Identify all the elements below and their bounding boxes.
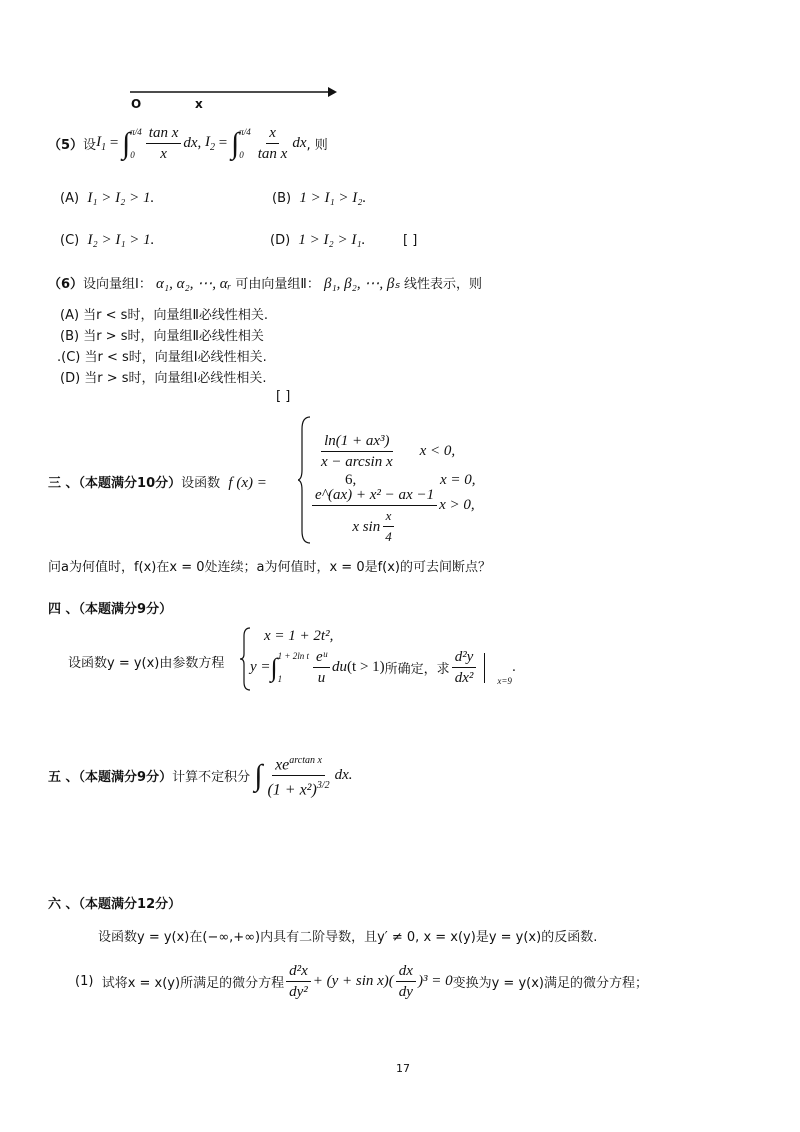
- q5-integral2-limits: π/4 0: [239, 126, 251, 160]
- q5-option-b: (B) 1 > I₁ > I₂.: [272, 190, 367, 206]
- axis-arrow-svg: [130, 85, 340, 99]
- q5-integral1-limits: π/4 0: [130, 126, 142, 160]
- page-number: 17: [396, 1062, 410, 1075]
- x-axis-arrow: [130, 85, 335, 99]
- s3-case3: e^(ax) + x² − ax −1 x sin $\frac{x}{4}$ x > 0,: [310, 486, 475, 546]
- q6-option-d: (D) 当r > s时，向量组Ⅰ必线性相关.: [60, 371, 267, 386]
- s3-case1: $\frac{\text{ln(1 + ax³)}}{\text{x − arcsin x}}$ x < 0,: [321, 433, 456, 470]
- q6-option-a: (A) 当r < s时，向量组Ⅱ必线性相关.: [60, 308, 268, 323]
- q5-integral2-sign: ∫: [231, 126, 240, 160]
- q6-answer-bracket: [ ]: [276, 389, 291, 404]
- q5-I2: $I_2$: [205, 134, 216, 153]
- q5-option-c: (C) I₂ > I₁ > 1.: [60, 232, 155, 248]
- s5-line: 五 、（本题满分9分） 计算不定积分 ∫ $\frac{xe^{arctan x}}{(1 + x^2)^{3/2}}$ dx.: [48, 752, 353, 800]
- s3-title: 三 、（本题满分10分）: [48, 476, 182, 491]
- s3-question: 问a为何值时，f(x)在x = 0处连续；a为何值时，x = 0是f(x)的可去间断点？: [48, 560, 492, 575]
- q5-prefix: 设: [83, 138, 97, 153]
- s6-part1: (1) 试将x = x(y)所满足的微分方程 $\frac{\text{d²x}}{\text{dy²}}$ + (y + sin x)( $\frac{dx}{dy}$ )³ = 0 变换为y = y(x)满足的微分方程；: [75, 963, 648, 1000]
- q5-option-a: (A) I₁ > I₂ > 1.: [60, 190, 155, 206]
- q6-option-c: .(C) 当r < s时，向量组Ⅰ必线性相关.: [57, 350, 267, 365]
- q5-number: （5）: [48, 138, 84, 153]
- s5-title: 五 、（本题满分9分）: [48, 770, 173, 786]
- s4-eq1: x = 1 + 2t²,: [264, 628, 334, 644]
- q5-integral1-sign: ∫: [122, 126, 131, 160]
- axis-origin-label: O: [131, 97, 142, 111]
- q6-statement: （6）设向量组Ⅰ： α₁, α₂, ⋯, αᵣ 可由向量组Ⅱ： β₁, β₂, ⋯, βₛ 线性表示，则: [48, 276, 483, 292]
- s4-lead: 设函数y = y(x)由参数方程: [68, 656, 225, 671]
- q5-statement: （5） 设 $I_1$ = ∫ π/4 0 $\frac{\text{tan x}}{x}$ dx , $I_2$ = ∫ π/4 0 $\frac{x}{\text{tan x}}$ dx , 则: [48, 125, 328, 162]
- s3-heading: 三 、（本题满分10分）设函数 f (x) =: [48, 475, 267, 491]
- s4-title: 四 、（本题满分9分）: [48, 602, 173, 617]
- q5-fraction2: $\frac{x}{\text{tan x}}$: [257, 125, 288, 162]
- s6-title: 六 、（本题满分12分）: [48, 897, 182, 912]
- s4-eq2: y = ∫ 1 + 2ln t 1 $\frac{\text{eᵘ}}{u}$ du (t > 1) 所确定，求 $\frac{\text{d²y}}{\text{dx²}}$ x=9 .: [250, 649, 517, 686]
- q5-answer-bracket: [ ]: [403, 233, 418, 248]
- q5-fraction1: $\frac{\text{tan x}}{x}$: [146, 124, 182, 163]
- axis-x-label: x: [195, 97, 203, 111]
- s3-case2: 6, x = 0,: [345, 472, 476, 488]
- q5-option-d: (D) 1 > I₂ > I₁.: [270, 232, 366, 248]
- q6-option-b: (B) 当r > s时，向量组Ⅱ必线性相关: [60, 329, 264, 344]
- s6-intro: 设函数y = y(x)在(−∞,+∞)内具有二阶导数，且y′ ≠ 0, x = x(y)是y = y(x)的反函数.: [98, 930, 598, 945]
- q5-I1: $I_1$: [96, 134, 107, 153]
